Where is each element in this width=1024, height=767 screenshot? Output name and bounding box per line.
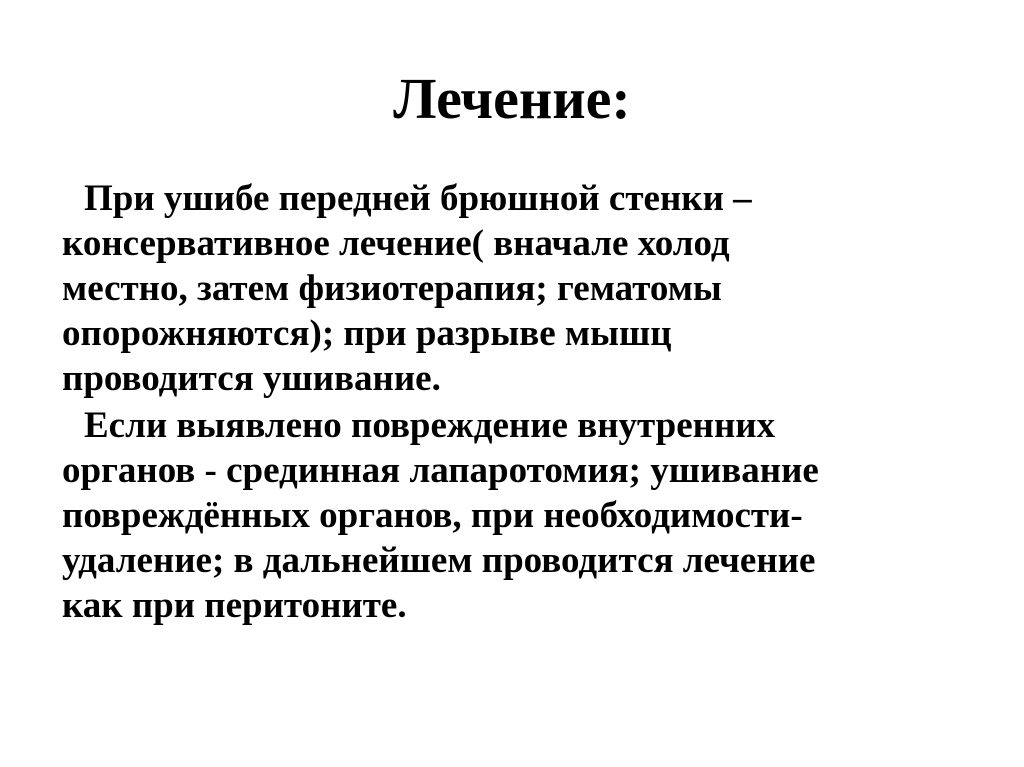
paragraph-line: При ушибе передней брюшной стенки – [84,178,752,219]
paragraph-line: консервативное лечение( вначале холод [62,223,730,264]
paragraph-line: удаление; в дальнейшем проводится лечение [62,540,816,581]
slide-body [62,176,962,630]
paragraph-line: опорожняются); при разрыве мышц [62,313,672,354]
paragraph-line: проводится ушивание. [62,358,441,399]
paragraph-line: повреждённых органов, при необходимости- [62,495,803,536]
slide-title: Лечение: [393,66,631,131]
paragraph-line: Если выявлено повреждение внутренних [84,405,776,446]
paragraph-line: органов - срединная лапаротомия; ушивание [62,450,819,491]
paragraph-internal-organ-damage [62,403,962,628]
paragraph-abdominal-wall-contusion [62,176,962,401]
paragraph-line: местно, затем физиотерапия; гематомы [62,268,722,309]
paragraph-line: как при перитоните. [62,585,407,626]
